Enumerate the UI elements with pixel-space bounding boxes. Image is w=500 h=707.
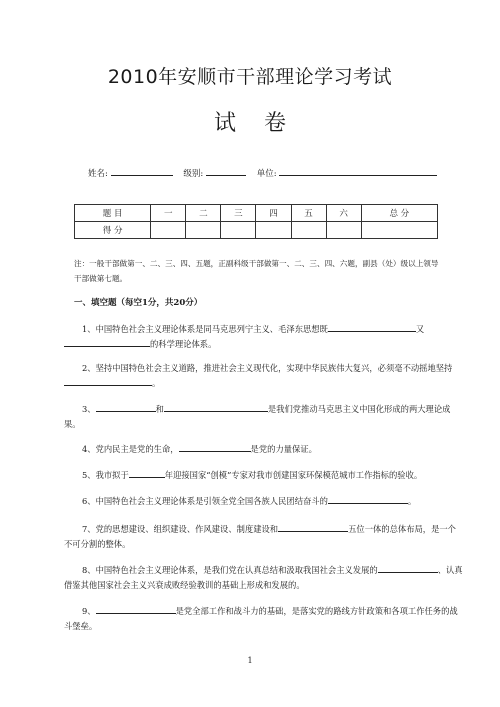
question-text: 年迎接国家“创模”专家对我市创建国家环保模范城市工作指标的验收。 [164,470,423,480]
question-text: 五位一体的总体布局，是一个不可分割的整体。 [64,524,456,549]
question-9 [64,604,464,634]
answer-blank[interactable] [278,522,348,532]
name-field[interactable] [111,166,173,176]
score-cell[interactable] [186,222,221,239]
question-text: 、认真借鉴其他国家社会主义兴衰成败经验教训的基础上形成和发展的。 [64,565,463,590]
question-text: 。 [152,378,161,388]
name-label: 姓名: [88,169,108,179]
score-header-cell: 二 [186,205,221,222]
score-header-cell: 五 [291,205,326,222]
page-number: 1 [247,656,253,665]
score-cell[interactable] [326,222,361,239]
unit-field[interactable] [279,166,437,176]
score-header-cell: 题 目 [75,205,151,222]
question-text: 3、 [82,404,96,414]
score-header-cell: 六 [326,205,361,222]
question-text: 的科学理论体系。 [150,339,217,349]
question-text: 5、我市拟于 [82,470,129,480]
answer-blank[interactable] [328,494,408,504]
score-header-cell: 一 [151,205,186,222]
question-text: 。 [407,496,417,506]
level-field[interactable] [206,166,246,176]
question-text: 7、党的思想建设、组织建设、作风建设、制度建设和 [82,524,279,534]
answer-blank[interactable] [179,442,251,452]
question-text: 2、坚持中国特色社会主义道路，推进社会主义现代化，实现中华民族伟大复兴，必须毫不动摇地坚持 [82,363,453,373]
question-8 [64,563,464,593]
score-table-score-row [75,222,438,239]
question-4 [64,442,464,457]
question-text: 是我们党推动马克思主义中国化形成的两大理论成果。 [64,404,451,429]
score-cell[interactable] [151,222,186,239]
question-text: 是党的力量保证。 [250,444,317,454]
answer-blank[interactable] [64,376,152,386]
level-label: 级别: [183,169,204,179]
question-text: 1、中国特色社会主义理论体系是同马克思列宁主义、毛泽东思想既 [82,324,328,334]
score-cell[interactable] [291,222,326,239]
question-text: 6、中国特色社会主义理论体系是引领全党全国各族人民团结奋斗的 [82,496,328,506]
question-text: 和 [155,404,164,414]
question-text: 8、中国特色社会主义理论体系，是我们党在认真总结和汲取我国社会主义发展的 [82,565,378,575]
exam-subtitle: 试卷 [213,111,314,136]
answer-blank[interactable] [64,337,150,347]
answer-blank[interactable] [96,402,156,412]
answer-blank[interactable] [96,604,176,614]
score-row-label: 得 分 [75,222,151,239]
question-text: 又 [415,324,425,334]
score-header-cell: 四 [256,205,291,222]
exam-title: 2010年安顺市干部理论学习考试 [107,66,393,88]
question-7 [64,522,464,552]
question-3 [64,402,464,432]
score-cell[interactable] [256,222,291,239]
answer-blank[interactable] [164,402,268,412]
question-5 [64,468,464,483]
answer-blank[interactable] [328,322,416,332]
score-cell[interactable] [361,222,437,239]
score-table-header-row [75,205,438,222]
question-text: 4、党内民主是党的生命， [82,444,179,454]
score-cell[interactable] [221,222,256,239]
question-text: 是党全部工作和战斗力的基础，是落实党的路线方针政策和各项工作任务的战斗堡垒。 [64,606,458,631]
score-header-cell: 总 分 [361,205,437,222]
candidate-info-line [88,166,437,179]
exam-note: 注：一般干部做第一、二、三、四、五题，正副科级干部做第一、二、三、四、六题，副县（处）级以上领导干部做第七题。 [74,259,439,283]
unit-label: 单位: [256,169,277,179]
question-6 [64,494,464,509]
question-1 [64,322,464,352]
question-text: 9、 [82,606,96,616]
answer-blank[interactable] [129,468,165,478]
answer-blank[interactable] [378,563,438,573]
score-header-cell: 三 [221,205,256,222]
section-heading-fill-in: 一、填空题（每空1分，共20分） [74,298,203,308]
score-table [74,204,438,239]
question-2 [64,361,464,391]
